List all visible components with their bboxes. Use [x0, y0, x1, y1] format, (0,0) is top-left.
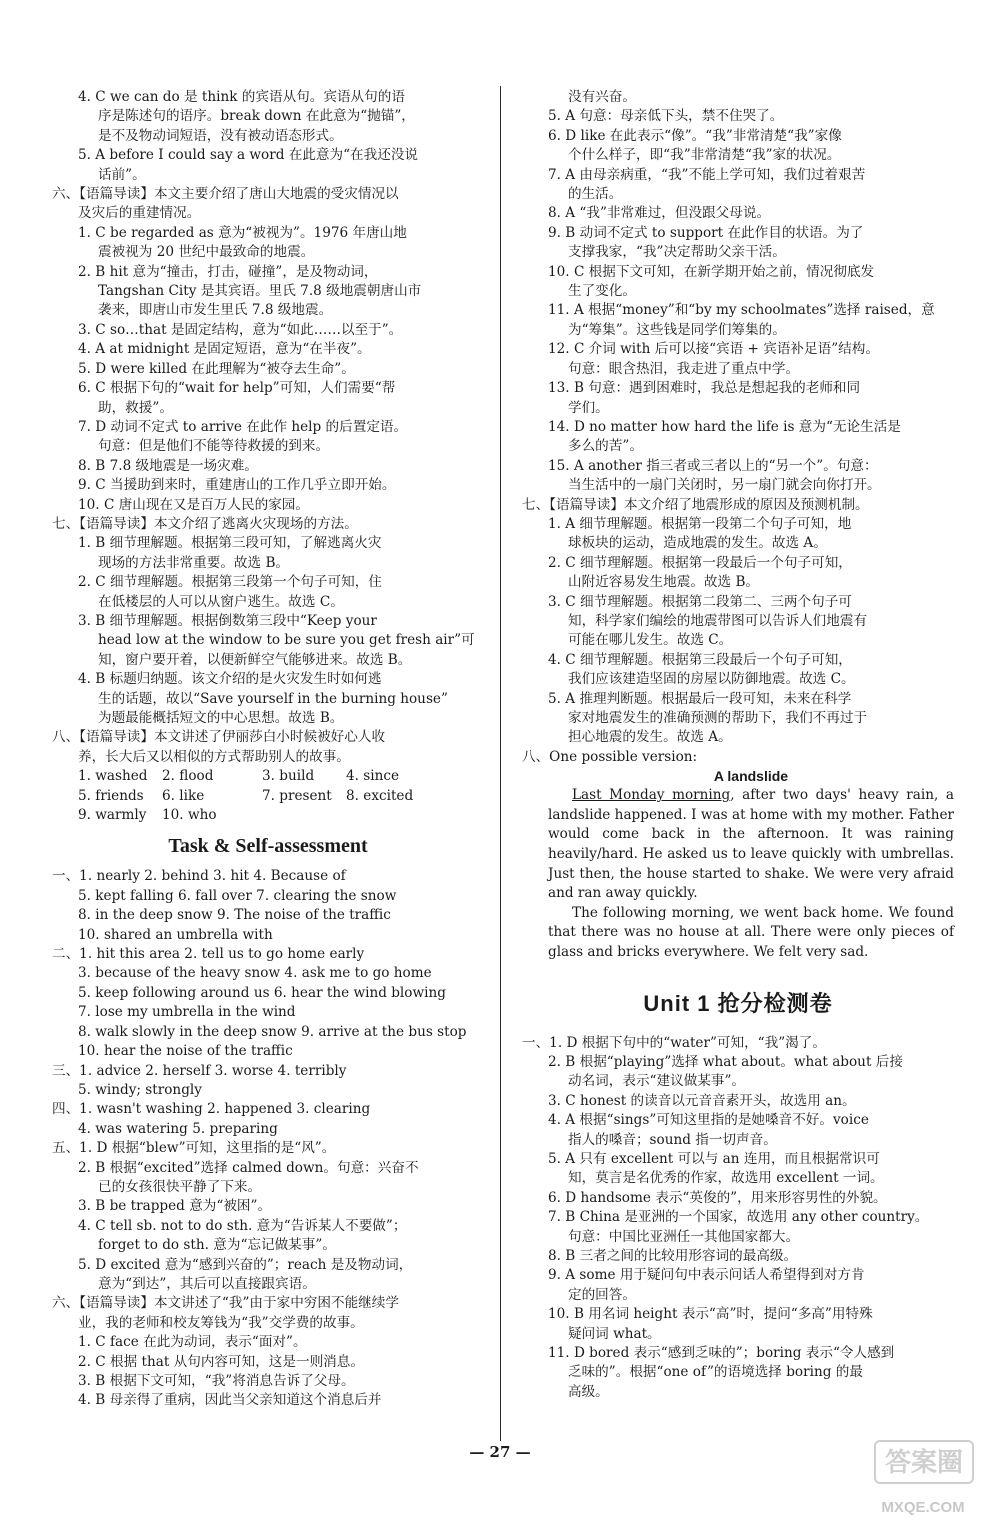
- essay-paragraph-2: The following morning, we went back home. We found that there was no house at all. There were only pieces of glass and bricks everywhere. We felt very sad.: [548, 904, 954, 960]
- answer-line: 支撑我家，“我”决定帮助父亲干活。: [568, 244, 786, 261]
- answer-line: head low at the window to be sure you get fresh air”可: [98, 632, 475, 649]
- answer-line: 养，长大后又以相似的方式帮助别人的故事。: [78, 748, 350, 765]
- answer-line: 5. A before I could say a word 在此意为“在我还没说: [78, 147, 419, 164]
- unit-test-answers: [522, 1034, 954, 1403]
- answer-line: 知，窗户要开着，以便新鲜空气能够进来。故选 B。: [98, 651, 412, 668]
- answer-line: 八、【语篇导读】本文讲述了伊丽莎白小时候被好心人收: [52, 729, 386, 746]
- answer-line: 7. lose my umbrella in the wind: [78, 1004, 296, 1021]
- answer-line: 2. C 细节理解题。根据第三段第一个句子可知，住: [78, 574, 382, 591]
- answer-line: 5. windy; strongly: [78, 1081, 202, 1098]
- answer-line: 助，救援”。: [98, 399, 173, 416]
- answer-line: 8. A “我”非常难过，但没跟父母说。: [548, 205, 771, 222]
- answer-line: 生了变化。: [568, 283, 636, 300]
- answer-line: 及灾后的重建情况。: [78, 205, 201, 222]
- answer-line: 乏味的”。根据“one of”的语境选择 boring 的最: [568, 1364, 863, 1381]
- answer-line: 学们。: [568, 399, 609, 416]
- answer-line: 没有兴奋。: [568, 89, 636, 105]
- answer-line: 5. D were killed 在此理解为“被夺去生命”。: [78, 360, 355, 377]
- watermark-logo: [864, 1440, 982, 1516]
- answer-line: 6. D like 在此表示“像”。“我”非常清楚“我”家像: [548, 127, 842, 144]
- answer-line: 3. because of the heavy snow 4. ask me to go home: [78, 965, 432, 982]
- answer-line: 2. B hit 意为“撞击，打击，碰撞”，是及物动词，: [78, 263, 378, 280]
- watermark-url: MXQE.COM: [881, 1499, 965, 1516]
- answer-line: 3. B 根据下文可知，“我”将消息告诉了父母。: [78, 1373, 355, 1389]
- answer-line: 4. B 母亲得了重病，因此当父亲知道这个消息后并: [78, 1392, 382, 1409]
- answer-line: 9. A some 用于疑问句中表示问话人希望得到对方肯: [548, 1267, 865, 1284]
- word-answer: 9. warmly: [78, 807, 147, 824]
- word-answer-row: [52, 787, 484, 806]
- answer-line: 2. C 根据 that 从句内容可知，这是一则消息。: [78, 1353, 364, 1370]
- answer-line: 八、One possible version:: [522, 748, 698, 765]
- word-answer: 3. build: [262, 768, 315, 785]
- answer-line: 担心地震的发生。故选 A。: [568, 729, 732, 746]
- answer-line: 1. C be regarded as 意为“被视为”。1976 年唐山地: [78, 224, 407, 241]
- answer-line: 5. keep following around us 6. hear the wind blowing: [78, 984, 446, 1001]
- answer-line: 2. B 根据“playing”选择 what about。what about 后接: [548, 1053, 903, 1070]
- answer-line: 4. C 细节理解题。根据第三段最后一个句子可知，: [548, 651, 852, 668]
- answer-line: 四、1. wasn't washing 2. happened 3. clearing: [52, 1101, 371, 1118]
- answer-line: 高级。: [568, 1383, 609, 1400]
- answer-line: 2. B 根据“excited”选择 calmed down。句意：兴奋不: [78, 1159, 419, 1176]
- answer-line: forget to do sth. 意为“忘记做某事”。: [98, 1237, 336, 1254]
- answer-line: 为题最能概括短文的中心思想。故选 B。: [98, 710, 344, 726]
- answer-line: 的生活。: [568, 186, 623, 203]
- answer-line: 13. B 句意：遇到困难时，我总是想起我的老师和同: [548, 380, 861, 397]
- answer-line: 动名词，表示“建议做某事”。: [568, 1073, 746, 1090]
- answer-line: 话前”。: [98, 166, 146, 183]
- answer-line: 一、1. nearly 2. behind 3. hit 4. Because of: [52, 868, 346, 885]
- answer-line: 五、1. D 根据“blew”可知，这里指的是“风”。: [52, 1140, 336, 1157]
- essay-title: A landslide: [713, 768, 789, 785]
- answer-line: 1. C face 在此为动词，表示“面对”。: [78, 1334, 307, 1351]
- section-heading: Task & Self-assessment: [168, 835, 368, 858]
- word-answer: 5. friends: [78, 787, 144, 804]
- answer-line: Tangshan City 是其宾语。里氏 7.8 级地震朝唐山市: [98, 283, 422, 300]
- answer-line: 当生活中的一扇门关闭时，另一扇门就会向你打开。: [568, 477, 881, 494]
- answer-line: 知，科学家们编绘的地震带图可以告诉人们地震有: [568, 612, 868, 629]
- answer-line: 4. B 标题归纳题。该文介绍的是火灾发生时如何逃: [78, 671, 382, 688]
- answer-line: 七、【语篇导读】本文介绍了地震形成的原因及预测机制。: [522, 496, 869, 513]
- column-divider: [500, 86, 501, 1441]
- answer-line: 10. shared an umbrella with: [78, 926, 273, 943]
- answer-line: 4. C tell sb. not to do sth. 意为“告诉某人不要做”；: [78, 1217, 407, 1234]
- answer-line: 5. A 句意：母亲低下头，禁不住哭了。: [548, 108, 784, 125]
- answer-line: 8. B 三者之间的比较用形容词的最高级。: [548, 1248, 798, 1265]
- essay-paragraph-1: [548, 786, 954, 904]
- answer-line: 7. B China 是亚洲的一个国家，故选用 any other country。: [548, 1209, 929, 1226]
- answer-line: 三、1. advice 2. herself 3. worse 4. terribly: [52, 1062, 347, 1079]
- word-answer-row: [52, 806, 484, 825]
- answer-line: 生的话题，故以“Save yourself in the burning house”: [98, 690, 448, 707]
- answer-line: 现场的方法非常重要。故选 B。: [98, 554, 290, 571]
- answer-line: 4. A at midnight 是固定短语，意为“在半夜”。: [78, 341, 371, 358]
- answer-line: 11. A 根据“money”和“by my schoolmates”选择 raised，意: [548, 302, 935, 319]
- right-column-answers: [522, 88, 954, 767]
- answer-line: 5. A 推理判断题。根据最后一段可知，未来在科学: [548, 690, 852, 707]
- answer-line: 袭来，即唐山市发生里氏 7.8 级地震。: [98, 302, 333, 319]
- answer-line: 15. A another 指三者或三者以上的“另一个”。句意：: [548, 457, 878, 474]
- answer-line: 一、1. D 根据下句中的“water”可知，“我”渴了。: [522, 1034, 826, 1051]
- answer-line: 六、【语篇导读】本文讲述了“我”由于家中穷困不能继续学: [52, 1295, 399, 1312]
- answer-line: 是不及物动词短语，没有被动语态形式。: [98, 127, 343, 144]
- watermark-logo-text: 答案圈: [874, 1440, 974, 1484]
- word-answer: 4. since: [346, 768, 400, 785]
- answer-line: 8. B 7.8 级地震是一场灾难。: [78, 457, 258, 474]
- word-answer: 10. who: [162, 807, 217, 824]
- answer-line: 12. C 介词 with 后可以接“宾语 + 宾语补足语”结构。: [548, 341, 879, 358]
- answer-line: 震被视为 20 世纪中最致命的地震。: [98, 244, 315, 261]
- answer-line: 为“筹集”。这些钱是同学们筹集的。: [568, 321, 786, 338]
- answer-line: 六、【语篇导读】本文主要介绍了唐山大地震的受灾情况以: [52, 186, 399, 203]
- essay-body: [548, 786, 954, 962]
- answer-line: 7. A 由母亲病重，“我”不能上学可知，我们过着艰苦: [548, 166, 866, 183]
- answer-line: 2. C 细节理解题。根据第一段最后一个句子可知，: [548, 554, 852, 571]
- answer-line: 9. C 当援助到来时，重建唐山的工作几乎立即开始。: [78, 477, 396, 494]
- answer-line: 序是陈述句的语序。break down 在此意为“抛锚”，: [98, 108, 415, 125]
- answer-line: 1. B 细节理解题。根据第三段可知，了解逃离火灾: [78, 535, 382, 552]
- answer-line: 6. C 根据下句的“wait for help”可知，人们需要“帮: [78, 380, 396, 397]
- answer-line: 6. D handsome 表示“英俊的”，用来形容男性的外貌。: [548, 1189, 887, 1206]
- word-answer: 8. excited: [346, 787, 414, 804]
- answer-line: 二、1. hit this area 2. tell us to go home early: [52, 946, 365, 963]
- answer-line: 11. D bored 表示“感到乏味的”；boring 表示“令人感到: [548, 1345, 895, 1362]
- word-answer-row: [52, 767, 484, 786]
- answer-line: 个什么样子，即“我”非常清楚“我”家的状况。: [568, 147, 841, 164]
- unit-title: Unit 1 抢分检测卷: [643, 990, 833, 1016]
- answer-line: 指人的嗓音；sound 指一切声音。: [568, 1131, 777, 1148]
- answer-line: 10. C 根据下文可知，在新学期开始之前，情况彻底发: [548, 263, 875, 280]
- answer-line: 我们应该建造坚固的房屋以防御地震。故选 C。: [568, 671, 855, 688]
- word-answer: 6. like: [162, 787, 205, 804]
- answer-line: 10. hear the noise of the traffic: [78, 1043, 293, 1060]
- answer-line: 1. A 细节理解题。根据第一段第二个句子可知，地: [548, 515, 852, 532]
- answer-line: 8. walk slowly in the deep snow 9. arrive at the bus stop: [78, 1023, 467, 1040]
- left-column: [52, 88, 484, 1411]
- answer-line: 7. D 动词不定式 to arrive 在此作 help 的后置定语。: [78, 418, 408, 435]
- essay-underlined-phrase: Last Monday morning: [572, 787, 731, 804]
- answer-line: 5. kept falling 6. fall over 7. clearing the snow: [78, 887, 397, 904]
- answer-line: 5. A 只有 excellent 可以与 an 连用，而且根据常识可: [548, 1151, 880, 1167]
- answer-line: 4. C we can do 是 think 的宾语从句。宾语从句的语: [78, 89, 405, 105]
- answer-line: 可能在哪儿发生。故选 C。: [568, 632, 733, 649]
- word-answer: 7. present: [262, 787, 332, 804]
- answer-line: 知，莫言是名优秀的作家，故选用 excellent 一词。: [568, 1170, 884, 1187]
- word-answer: 2. flood: [162, 768, 214, 785]
- answer-line: 4. was watering 5. preparing: [78, 1120, 278, 1137]
- answer-line: 多么的苦”。: [568, 438, 643, 455]
- answer-line: 9. B 动词不定式 to support 在此作目的状语。为了: [548, 224, 864, 241]
- answer-line: 8. in the deep snow 9. The noise of the traffic: [78, 907, 391, 924]
- answer-line: 4. A 根据“sings”可知这里指的是她嗓音不好。voice: [548, 1112, 869, 1129]
- answer-line: 句意：但是他们不能等待救援的到来。: [98, 438, 330, 455]
- essay: [522, 767, 954, 962]
- answer-line: 意为“到达”，其后可以直接跟宾语。: [98, 1275, 316, 1292]
- answer-line: 球板块的运动，造成地震的发生。故选 A。: [568, 535, 827, 552]
- answer-line: 山附近容易发生地震。故选 B。: [568, 574, 760, 591]
- answer-line: 句意：眼含热泪，我走进了重点中学。: [568, 360, 800, 377]
- answer-line: 句意：中国比亚洲任一其他国家都大。: [568, 1228, 800, 1245]
- answer-line: 定的回答。: [568, 1286, 636, 1303]
- answer-line: 5. D excited 意为“感到兴奋的”；reach 是及物动词，: [78, 1256, 413, 1273]
- answer-line: 疑问词 what。: [568, 1325, 661, 1342]
- page-number: — 27 —: [469, 1443, 531, 1461]
- word-answer: 1. washed: [78, 768, 148, 785]
- answer-line: 10. B 用名词 height 表示“高”时，提问“多高”用特殊: [548, 1306, 873, 1323]
- answer-line: 10. C 唐山现在又是百万人民的家园。: [78, 496, 309, 513]
- answer-line: 已的女孩很快平静了下来。: [98, 1178, 262, 1195]
- answer-line: 14. D no matter how hard the life is 意为“无论生活是: [548, 418, 901, 435]
- essay-paragraph-1-text: , after two days' heavy rain, a landslide happened. I was at home with my mother. Father would come back in the afternoon. It was raining heavily/hard. He asked us to leave quickly with umbrellas. Just then, the house started to shake. We were very afraid and ran away quickly.: [548, 787, 954, 902]
- answer-line: 3. C honest 的读音以元音音素开头，故选用 an。: [548, 1092, 856, 1109]
- answer-line: 3. B be trapped 意为“被困”。: [78, 1198, 272, 1215]
- answer-line: 3. C 细节理解题。根据第二段第二、三两个句子可: [548, 593, 852, 610]
- answer-line: 家对地震发生的准确预测的帮助下，我们不再过于: [568, 710, 868, 726]
- answer-line: 七、【语篇导读】本文介绍了逃离火灾现场的方法。: [52, 515, 358, 532]
- answer-line: 3. B 细节理解题。根据倒数第三段中“Keep your: [78, 612, 377, 629]
- answer-line: 在低楼层的人可以从窗户逃生。故选 C。: [98, 593, 344, 610]
- answer-line: 业，我的老师和校友筹钱为“我”交学费的故事。: [78, 1314, 364, 1331]
- right-column: [522, 88, 954, 1402]
- answer-line: 3. C so…that 是固定结构，意为“如此……以至于”。: [78, 321, 403, 338]
